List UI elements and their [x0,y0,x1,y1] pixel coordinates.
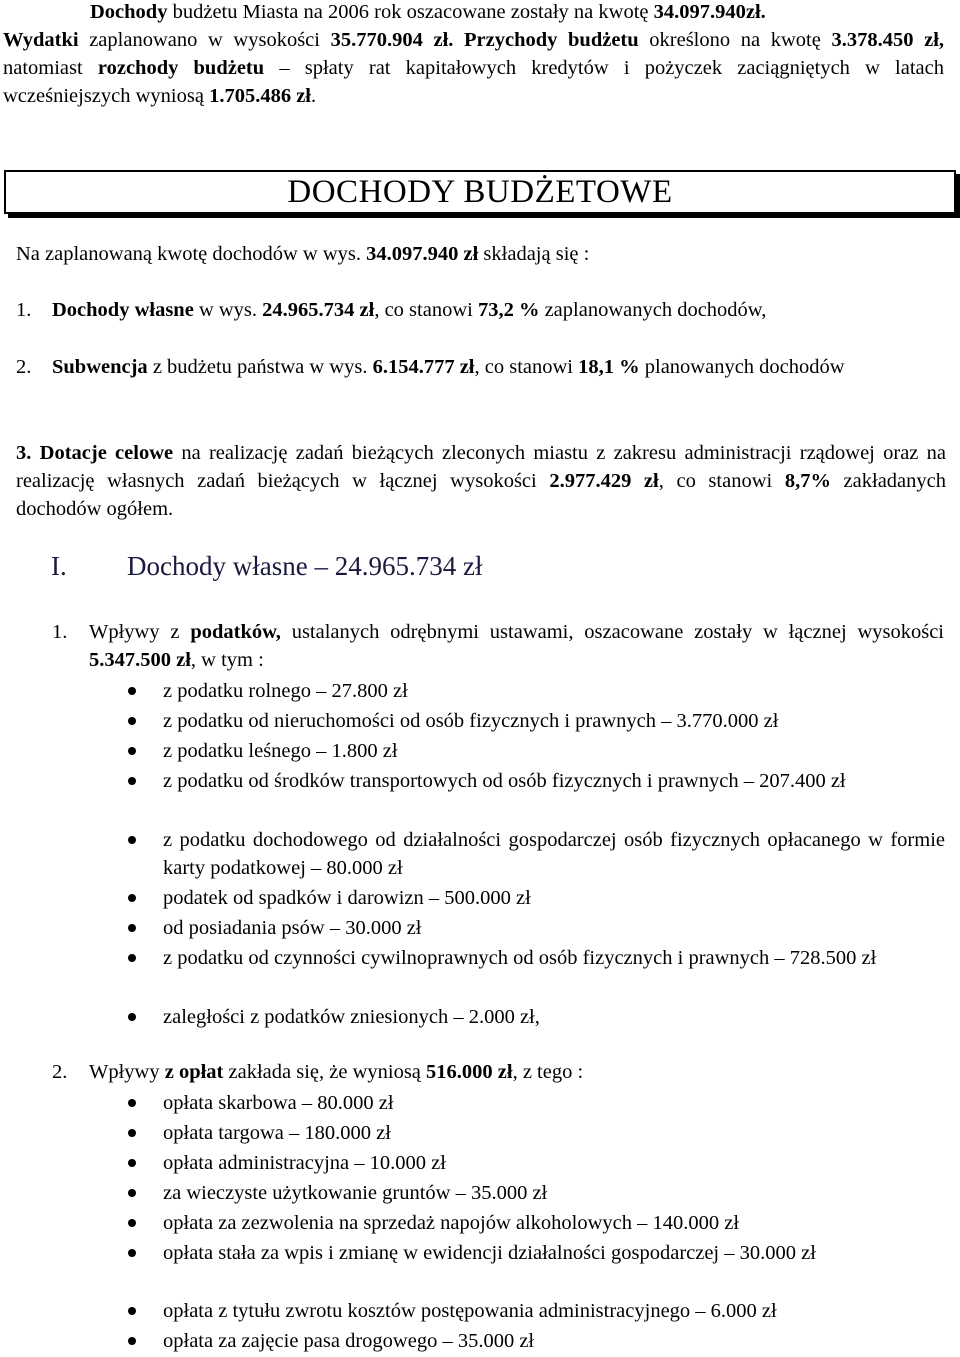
summary-line: Na zaplanowaną kwotę dochodów w wys. 34.097.940 zł składają się : [16,243,590,265]
bullet-icon [128,717,136,725]
component-item-own-income: 1. Dochody własne w wys. 24.965.734 zł, co stanowi 73,2 % zaplanowanych dochodów, [16,299,767,321]
bullet-icon [128,1129,136,1137]
section-heading-own-income: I. Dochody własne – 24.965.734 zł [51,551,483,581]
list-item: podatek od spadków i darowizn – 500.000 zł [125,884,945,914]
bullet-icon [128,924,136,932]
bullet-icon [128,954,136,962]
intro-outflow-amount: 1.705.486 zł [209,85,311,107]
bullet-icon [128,747,136,755]
list-item: z podatku dochodowego od działalności gospodarczej osób fizycznych opłacanego w formie karty podatkowej – 80.000 zł [125,826,945,884]
list-item: zaległości z podatków zniesionych – 2.000 zł, [125,1003,945,1033]
list-item: opłata targowa – 180.000 zł [125,1119,945,1149]
list-item: opłata administracyjna – 10.000 zł [125,1149,945,1179]
list-item: od posiadania psów – 30.000 zł [125,914,945,944]
list-item: opłata za zezwolenia na sprzedaż napojów alkoholowych – 140.000 zł [125,1209,945,1239]
list-item: opłata z tytułu zwrotu kosztów postępowania administracyjnego – 6.000 zł [125,1297,945,1327]
list-item: za wieczyste użytkowanie gruntów – 35.000 zł [125,1179,945,1209]
list-item: opłata stała za wpis i zmianę w ewidencji działalności gospodarczej – 30.000 zł [125,1239,945,1297]
intro-expenses-amount: 35.770.904 zł. [330,29,454,51]
bullet-icon [128,1337,136,1345]
intro-revenue-amount: 3.378. [831,29,883,51]
component-item-subsidy: 2. Subwencja z budżetu państwa w wys. 6.154.777 zł, co stanowi 18,1 % planowanych dochodów [16,356,845,378]
taxes-list [125,677,945,1033]
bullet-icon [128,777,136,785]
list-item: z podatku leśnego – 1.800 zł [125,737,945,767]
bullet-icon [128,1307,136,1315]
bullet-icon [128,1219,136,1227]
list-item: opłata skarbowa – 80.000 zł [125,1089,945,1119]
fees-paragraph: 2. Wpływy z opłat zakłada się, że wyniosą 516.000 zł, z tego : [52,1061,584,1083]
list-item: z podatku od czynności cywilnoprawnych od osób fizycznych i prawnych – 728.500 zł [125,944,945,1003]
intro-income-label: Dochody [90,1,168,23]
summary-amount: 34.097.940 zł [366,243,479,265]
bullet-icon [128,687,136,695]
list-item: z podatku od środków transportowych od osób fizycznych i prawnych – 207.400 zł [125,767,945,826]
bullet-icon [128,1013,136,1021]
bullet-icon [128,1099,136,1107]
bullet-icon [128,1159,136,1167]
intro-expenses-label: Wydatki [3,29,79,51]
bullet-icon [128,894,136,902]
bullet-icon [128,1249,136,1257]
budget-income-title: DOCHODY BUDŻETOWE [4,170,956,214]
intro-revenue-label: Przychody budżetu [453,29,639,51]
taxes-paragraph: 1. Wpływy z podatków, ustalanych odrębnymi ustawami, oszacowane zostały w łącznej wysokości 5.347.500 zł, w tym : [52,621,944,671]
list-item: z podatku od nieruchomości od osób fizycznych i prawnych – 3.770.000 zł [125,707,945,737]
fees-list [125,1089,945,1357]
bullet-icon [128,836,136,844]
bullet-icon [128,1189,136,1197]
list-item: opłata za zajęcie pasa drogowego – 35.000 zł [125,1327,945,1357]
intro-outflow-label: rozchody budżetu [97,57,265,79]
component-item-grants: 3. Dotacje celowe na realizację zadań bieżących zleconych miastu z zakresu administracji rządowej oraz na realizację własnych zadań bieżących w łącznej wysokości 2.977.429 zł, co stanowi 8,7% zakładanych dochodów ogółem. [16,442,947,520]
list-item: z podatku rolnego – 27.800 zł [125,677,945,707]
intro-paragraph: Dochody budżetu Miasta na 2006 rok oszacowane zostały na kwotę 34.097.940zł. Wydatki zaplanowano w wysokości 35.770.904 zł. Przychody budżetu określono na kwotę 3.378.450 zł, natomiast rozchody budżetu – spłaty rat kapitałowych kredytów i pożyczek zaciągniętych w latach wcześniejszych wyniosą 1.705.486 zł. [3,1,945,107]
intro-income-amount: 34.097.940zł. [653,1,766,23]
